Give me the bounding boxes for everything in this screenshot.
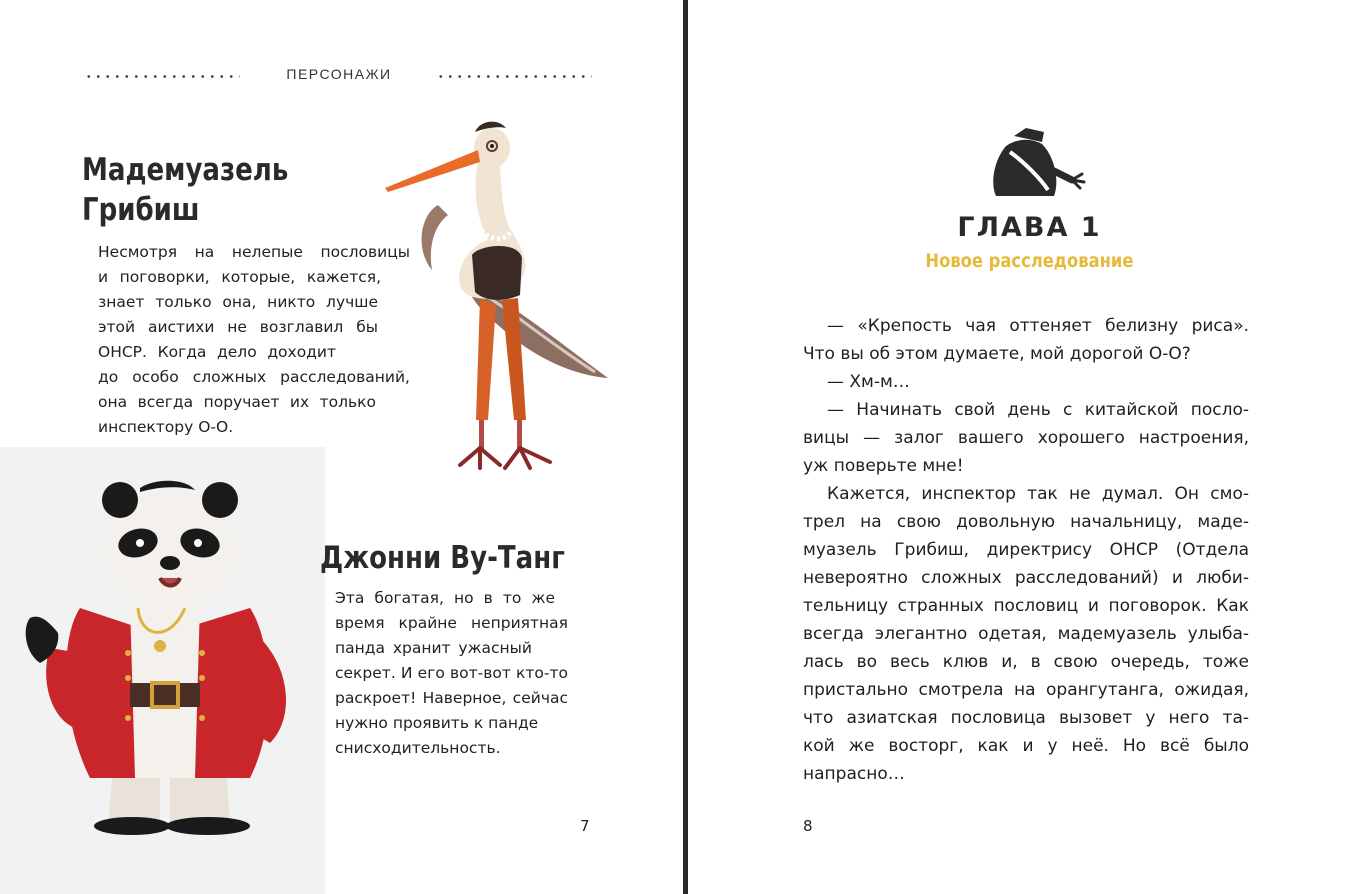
chapter-title: ГЛАВА 1 (957, 212, 1102, 243)
body-line: вицы — залог вашего хорошего настроения, (803, 428, 1249, 448)
description-line: Несмотря на нелепые пословицы (98, 243, 410, 261)
body-line: лась во весь клюв и, в свою очередь, тоже (803, 652, 1249, 672)
description-line: знает только она, никто лучше (98, 293, 378, 311)
character-name-line: Грибиш (82, 192, 200, 228)
body-line: напрасно… (803, 764, 905, 784)
body-line: — Начинать свой день с китайской посло- (827, 400, 1249, 420)
page-number: 7 (580, 817, 590, 835)
body-line: — Хм-м… (827, 372, 910, 392)
page-number: 8 (803, 817, 813, 835)
description-line: снисходительность. (335, 739, 501, 757)
body-line: уж поверьте мне! (803, 456, 964, 476)
left-page (0, 0, 683, 894)
character-name-wu-tang (320, 538, 565, 578)
character-description-gribish (98, 240, 410, 440)
chapter-body-text (803, 312, 1249, 788)
body-line: трел на свою довольную начальницу, маде- (803, 512, 1249, 532)
body-line: Кажется, инспектор так не думал. Он смо- (827, 484, 1249, 504)
description-line: инспектору О-О. (98, 418, 234, 436)
description-line: нужно проявить к панде (335, 714, 539, 732)
description-line: раскроет! Наверное, сейчас (335, 689, 568, 707)
dotted-rule-right (436, 75, 592, 78)
character-name-line: Джонни Ву-Танг (320, 540, 565, 576)
body-line: — «Крепость чая оттеняет белизну риса». (827, 316, 1249, 336)
body-line: что азиатская пословица вызовет у него та- (803, 708, 1249, 728)
detective-silhouette-icon (986, 128, 1088, 200)
description-line: Эта богатая, но в то же (335, 589, 555, 607)
body-line: всегда элегантно одетая, мадемуазель улыба- (803, 624, 1249, 644)
description-line: до особо сложных расследований, (98, 368, 410, 386)
right-page (688, 0, 1371, 894)
body-line: муазель Грибиш, директрису ОНСР (Отдела (803, 540, 1249, 560)
running-header-label: ПЕРСОНАЖИ (286, 66, 392, 82)
panda-illustration (20, 478, 310, 840)
dotted-rule-left (84, 75, 240, 78)
body-line: кой же восторг, как и у неё. Но всё было (803, 736, 1249, 756)
description-line: и поговорки, которые, кажется, (98, 268, 381, 286)
description-line: этой аистихи не возглавил бы (98, 318, 378, 336)
description-line: ОНСР. Когда дело доходит (98, 343, 336, 361)
description-line: панда хранит ужасный (335, 639, 532, 657)
body-line: пристально смотрела на орангутанга, ожидая, (803, 680, 1249, 700)
running-header (84, 66, 590, 86)
character-description-wu-tang (335, 586, 568, 761)
description-line: она всегда поручает их только (98, 393, 376, 411)
body-line: Что вы об этом думаете, мой дорогой О-О? (803, 344, 1191, 364)
description-line: время крайне неприятная (335, 614, 568, 632)
body-line: тельницу странных пословиц и поговорок. Как (803, 596, 1249, 616)
body-line: невероятно сложных расследований) и люби- (803, 568, 1249, 588)
chapter-subtitle: Новое расследование (925, 250, 1134, 272)
character-name-gribish (82, 150, 288, 230)
character-name-line: Мадемуазель (82, 152, 289, 188)
description-line: секрет. И его вот-вот кто-то (335, 664, 568, 682)
stork-illustration (380, 120, 612, 475)
